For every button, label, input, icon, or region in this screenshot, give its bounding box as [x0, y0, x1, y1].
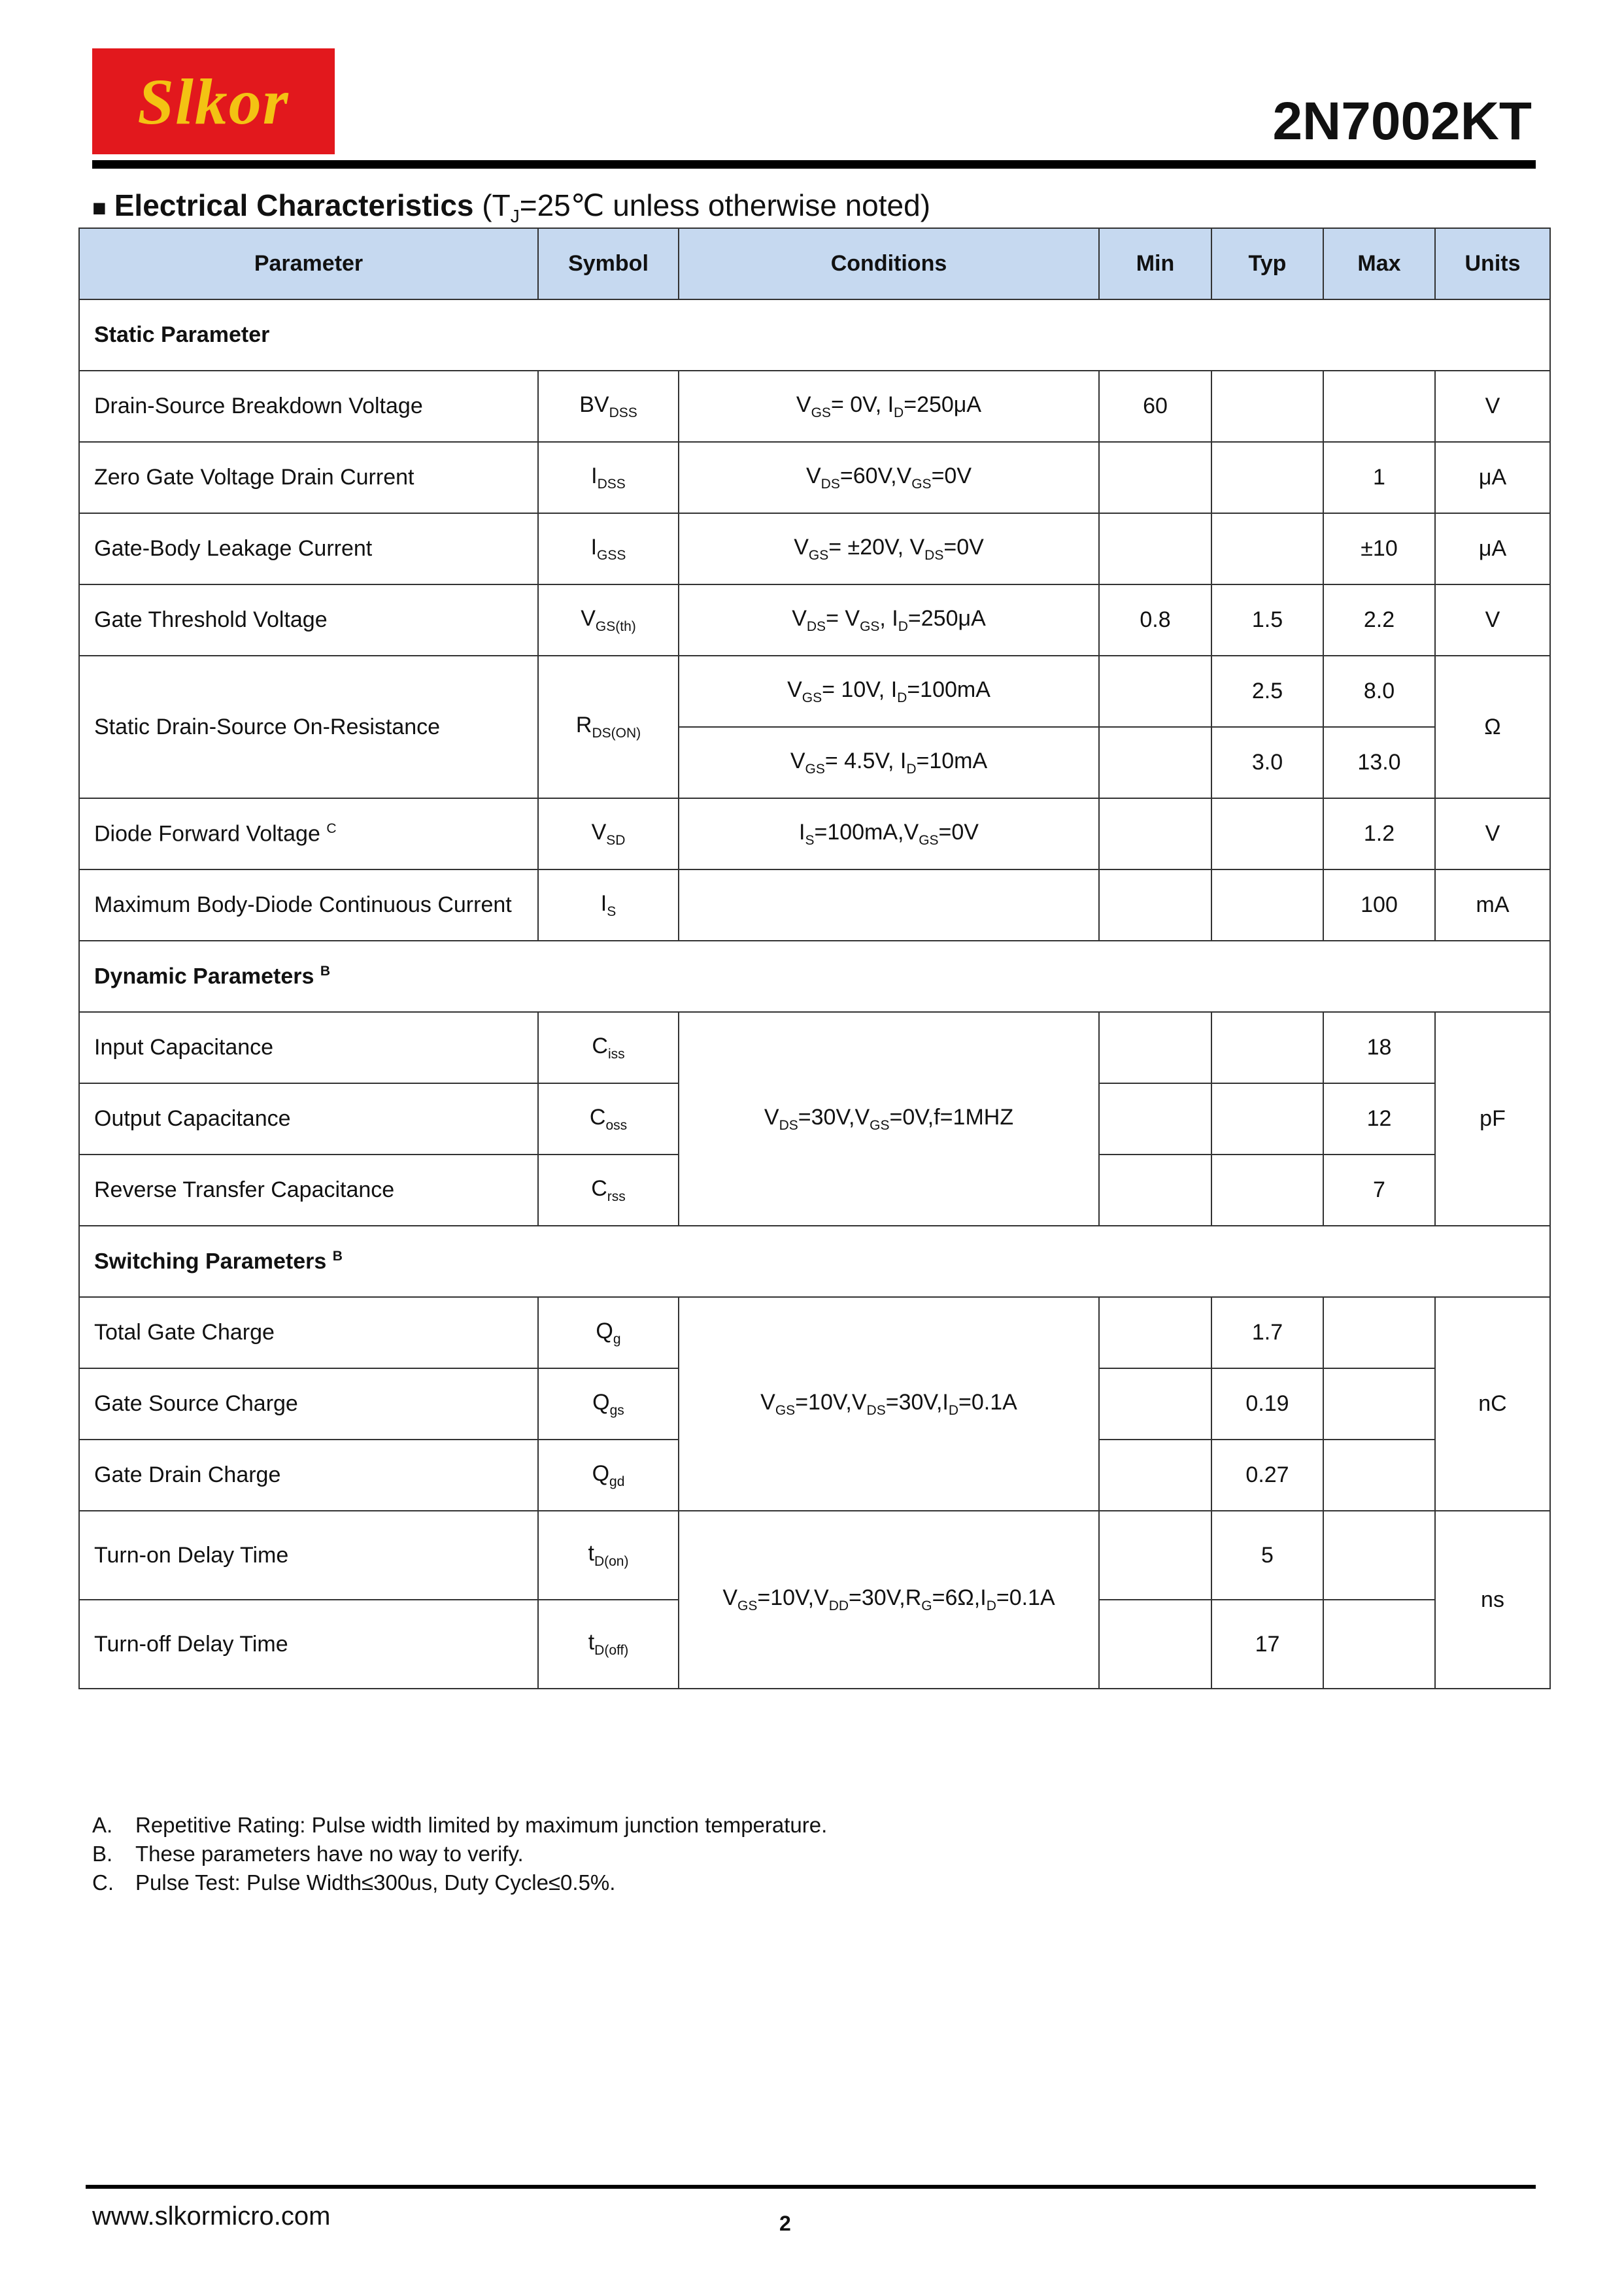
- param-min: [1099, 513, 1211, 584]
- param-typ: [1211, 1012, 1323, 1083]
- group-row-dynamic: [79, 941, 1550, 1012]
- param-typ: 0.27: [1211, 1440, 1323, 1511]
- group-row-switching: [79, 1226, 1550, 1297]
- param-typ: [1211, 798, 1323, 869]
- param-max: 100: [1323, 869, 1435, 941]
- header-typ: Typ: [1211, 228, 1323, 299]
- param-unit: pF: [1435, 1012, 1550, 1226]
- electrical-characteristics-table: [78, 228, 1551, 1689]
- param-min: [1099, 1297, 1211, 1368]
- param-name: Reverse Transfer Capacitance: [79, 1155, 538, 1226]
- header-symbol: Symbol: [538, 228, 679, 299]
- param-min: [1099, 656, 1211, 727]
- param-name: Output Capacitance: [79, 1083, 538, 1155]
- param-max: [1323, 1297, 1435, 1368]
- param-min: 0.8: [1099, 584, 1211, 656]
- part-number: 2N7002KT: [1272, 92, 1532, 151]
- param-conditions: $V_{GS}= 10V$, $I_D=100mA$: [679, 656, 1099, 727]
- group-label: Static Parameter: [79, 299, 1550, 371]
- param-name: Static Drain-Source On-Resistance: [79, 656, 538, 798]
- param-symbol: $V_{SD}$: [538, 798, 679, 869]
- header-min: Min: [1099, 228, 1211, 299]
- param-min: [1099, 1368, 1211, 1440]
- param-typ: 1.5: [1211, 584, 1323, 656]
- param-symbol: $I_{DSS}$: [538, 442, 679, 513]
- param-name: Turn-off Delay Time: [79, 1600, 538, 1689]
- param-symbol: $V_{GS(th)}$: [538, 584, 679, 656]
- param-symbol: $t_{D(on)}$: [538, 1511, 679, 1600]
- table-row: [79, 442, 1550, 513]
- param-conditions: $V_{GS}= 0V$, $I_D=250\mu A$: [679, 371, 1099, 442]
- param-typ: 0.19: [1211, 1368, 1323, 1440]
- param-name: Input Capacitance: [79, 1012, 538, 1083]
- param-typ: 17: [1211, 1600, 1323, 1689]
- param-min: [1099, 442, 1211, 513]
- param-min: [1099, 1083, 1211, 1155]
- param-min: [1099, 1511, 1211, 1600]
- table-header-row: [79, 228, 1550, 299]
- param-name: Turn-on Delay Time: [79, 1511, 538, 1600]
- param-symbol: $Q_{gs}$: [538, 1368, 679, 1440]
- param-min: [1099, 727, 1211, 798]
- param-min: [1099, 869, 1211, 941]
- param-symbol: $t_{D(off)}$: [538, 1600, 679, 1689]
- param-max: 1.2: [1323, 798, 1435, 869]
- param-min: [1099, 798, 1211, 869]
- footnote: A. Repetitive Rating: Pulse width limited by maximum junction temperature.: [92, 1813, 828, 1837]
- param-unit: μA: [1435, 513, 1550, 584]
- param-conditions: $V_{DS}=60V,V_{GS}=0V$: [679, 442, 1099, 513]
- param-conditions: $V_{GS}=10V,V_{DS}=30V,I_D=0.1A$: [679, 1297, 1099, 1511]
- header-units: Units: [1435, 228, 1550, 299]
- param-typ: [1211, 1083, 1323, 1155]
- section-title: ■ Electrical Characteristics ($T_J=25℃$ unless otherwise noted): [92, 188, 931, 227]
- group-label: Dynamic Parameters $^B$: [79, 941, 1550, 1012]
- table-row: [79, 656, 1550, 727]
- section-bullet: ■: [92, 194, 107, 221]
- param-min: [1099, 1155, 1211, 1226]
- table-row: [79, 1012, 1550, 1083]
- footnote: C. Pulse Test: Pulse Width≤300us, Duty Cycle≤0.5%.: [92, 1870, 616, 1895]
- footnotes: [92, 1811, 827, 1897]
- header-parameter: Parameter: [79, 228, 538, 299]
- param-name: Drain-Source Breakdown Voltage: [79, 371, 538, 442]
- param-symbol: $R_{DS(ON)}$: [538, 656, 679, 798]
- header-conditions: Conditions: [679, 228, 1099, 299]
- param-symbol: $BV_{DSS}$: [538, 371, 679, 442]
- param-conditions: $V_{DS}= V_{GS}$, $I_D=250\mu A$: [679, 584, 1099, 656]
- footnote: B. These parameters have no way to verify.: [92, 1842, 524, 1866]
- table-row: [79, 513, 1550, 584]
- param-unit: nC: [1435, 1297, 1550, 1511]
- param-typ: [1211, 869, 1323, 941]
- param-name: Gate Threshold Voltage: [79, 584, 538, 656]
- param-typ: 2.5: [1211, 656, 1323, 727]
- param-symbol: $C_{iss}$: [538, 1012, 679, 1083]
- param-max: 2.2: [1323, 584, 1435, 656]
- param-symbol: $C_{rss}$: [538, 1155, 679, 1226]
- param-max: 12: [1323, 1083, 1435, 1155]
- page-number: 2: [779, 2212, 791, 2235]
- param-unit: V: [1435, 798, 1550, 869]
- param-conditions: $V_{GS}=10V,V_{DD}=30V,R_G=6\Omega,I_D=0.1A$: [679, 1511, 1099, 1689]
- table-row: [79, 1297, 1550, 1368]
- param-symbol: $Q_{gd}$: [538, 1440, 679, 1511]
- param-symbol: $I_S$: [538, 869, 679, 941]
- footer-divider: [86, 2185, 1536, 2189]
- param-max: ±10: [1323, 513, 1435, 584]
- param-typ: 3.0: [1211, 727, 1323, 798]
- param-symbol: $Q_g$: [538, 1297, 679, 1368]
- param-max: [1323, 1511, 1435, 1600]
- param-max: [1323, 1600, 1435, 1689]
- param-name: Gate-Body Leakage Current: [79, 513, 538, 584]
- table-row: [79, 1511, 1550, 1600]
- param-min: [1099, 1440, 1211, 1511]
- param-max: 1: [1323, 442, 1435, 513]
- param-name: Diode Forward Voltage $^C$: [79, 798, 538, 869]
- header-max: Max: [1323, 228, 1435, 299]
- param-min: [1099, 1600, 1211, 1689]
- param-unit: V: [1435, 371, 1550, 442]
- param-typ: 5: [1211, 1511, 1323, 1600]
- table-row: [79, 584, 1550, 656]
- website-link[interactable]: www.slkormicro.com: [92, 2202, 331, 2231]
- param-typ: 1.7: [1211, 1297, 1323, 1368]
- header-divider: [92, 160, 1536, 169]
- param-conditions: $I_S=100mA,V_{GS}=0V$: [679, 798, 1099, 869]
- param-max: [1323, 1440, 1435, 1511]
- param-min: [1099, 1012, 1211, 1083]
- param-name: Total Gate Charge: [79, 1297, 538, 1368]
- param-max: [1323, 1368, 1435, 1440]
- param-min: 60: [1099, 371, 1211, 442]
- table-row: [79, 371, 1550, 442]
- param-name: Zero Gate Voltage Drain Current: [79, 442, 538, 513]
- table-row: [79, 869, 1550, 941]
- param-symbol: $I_{GSS}$: [538, 513, 679, 584]
- param-unit: Ω: [1435, 656, 1550, 798]
- brand-logo: [92, 48, 335, 154]
- param-conditions: $V_{DS}=30V,V_{GS}=0V,f=1MHZ$: [679, 1012, 1099, 1226]
- param-unit: V: [1435, 584, 1550, 656]
- param-max: 13.0: [1323, 727, 1435, 798]
- param-symbol: $C_{oss}$: [538, 1083, 679, 1155]
- param-name: Maximum Body-Diode Continuous Current: [79, 869, 538, 941]
- param-unit: ns: [1435, 1511, 1550, 1689]
- param-name: Gate Source Charge: [79, 1368, 538, 1440]
- param-typ: [1211, 513, 1323, 584]
- param-typ: [1211, 442, 1323, 513]
- table-row: [79, 798, 1550, 869]
- param-typ: [1211, 1155, 1323, 1226]
- param-max: 7: [1323, 1155, 1435, 1226]
- param-conditions: $V_{GS}= 4.5V$, $I_D=10mA$: [679, 727, 1099, 798]
- param-max: [1323, 371, 1435, 442]
- param-name: Gate Drain Charge: [79, 1440, 538, 1511]
- param-conditions: $V_{GS}= \pm 20V$, $V_{DS}=0V$: [679, 513, 1099, 584]
- group-row-static: [79, 299, 1550, 371]
- param-unit: mA: [1435, 869, 1550, 941]
- group-label: Switching Parameters $^B$: [79, 1226, 1550, 1297]
- brand-logo-text: Slkor: [137, 65, 290, 138]
- param-conditions: [679, 869, 1099, 941]
- param-unit: μA: [1435, 442, 1550, 513]
- param-max: 18: [1323, 1012, 1435, 1083]
- param-typ: [1211, 371, 1323, 442]
- section-title-text: Electrical Characteristics: [114, 188, 474, 222]
- param-max: 8.0: [1323, 656, 1435, 727]
